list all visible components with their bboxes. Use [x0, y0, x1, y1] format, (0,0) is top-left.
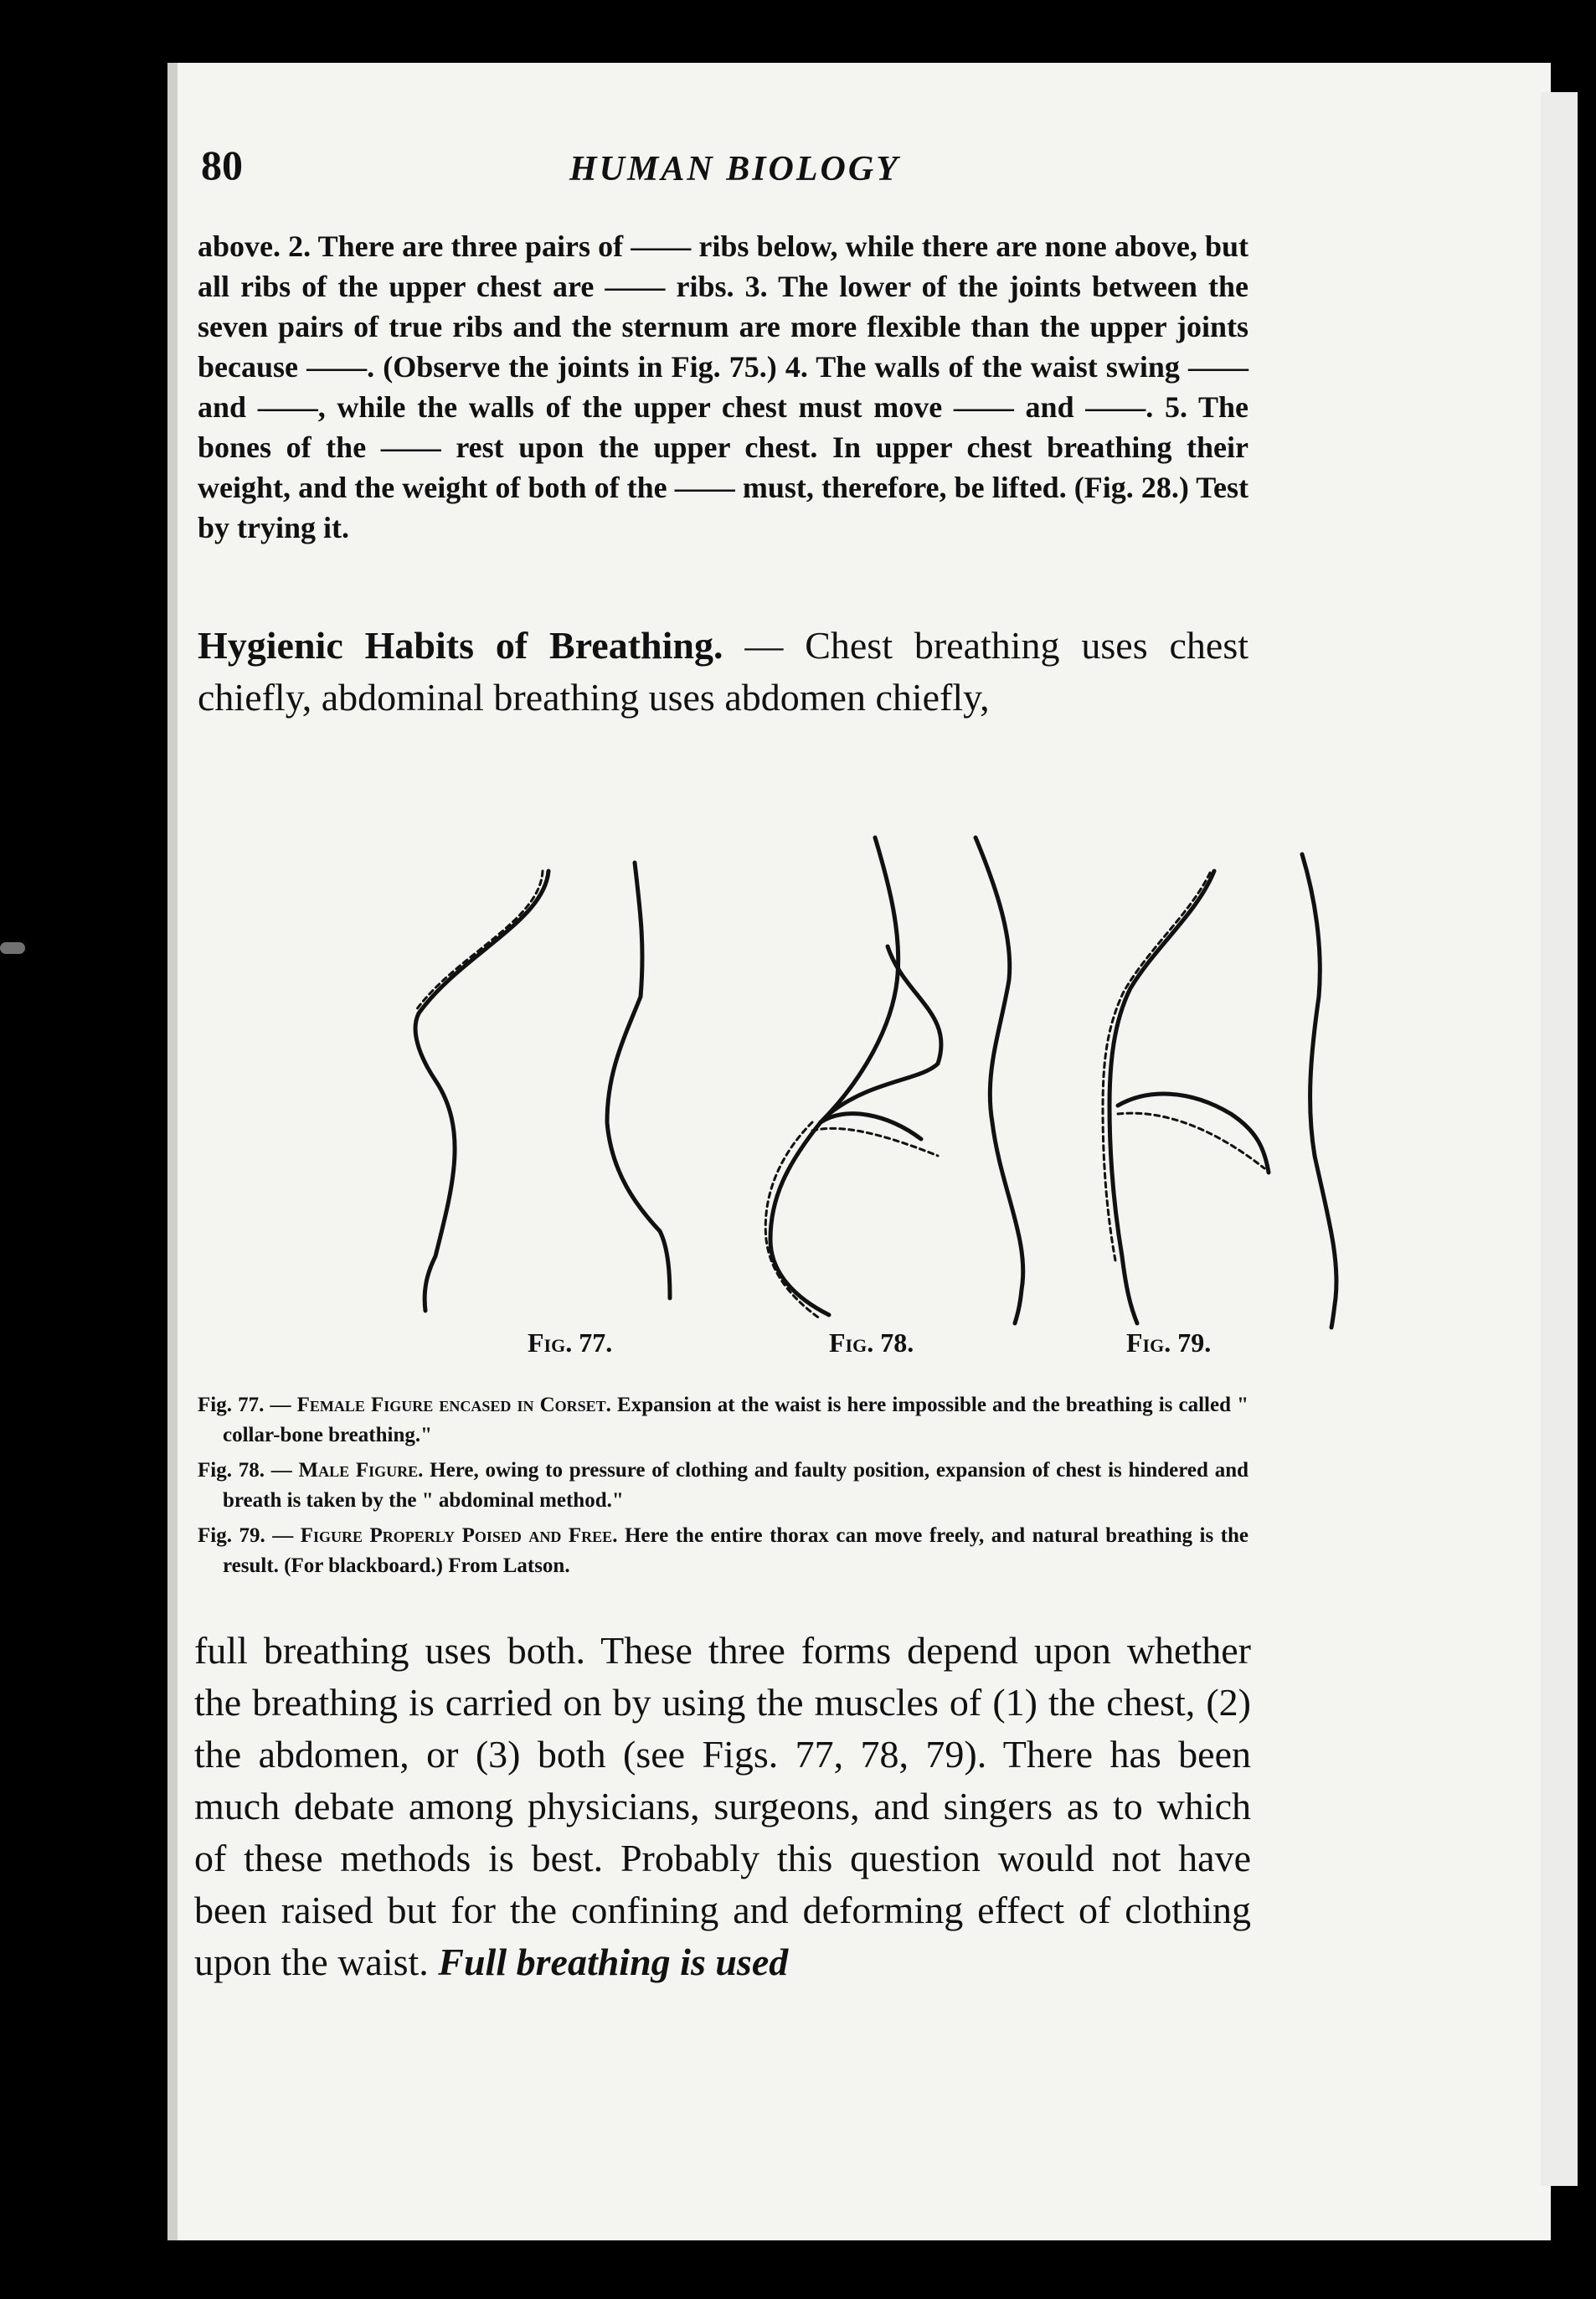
caption-fig-77: Fig. 77. — Female Figure encased in Corset. Expansion at the waist is here impossible and the breathing is called " collar-bone breathing." [198, 1394, 1248, 1446]
fig-78-drawing [765, 838, 1023, 1323]
fig-78-label: Fig. 78. [829, 1327, 914, 1358]
section-paragraph [198, 620, 1248, 724]
exercise-paragraph: above. 2. There are three pairs of —— ribs below, while there are none above, but all ribs of the upper chest are —— ribs. 3. The lower of the joints between the seven pairs of true ribs and the sternum are more flexible than the upper joints because ——. (Observe the joints in Fig. 75.) 4. The walls of the waist swing —— and ——, while the walls of the upper chest must move —— and ——. 5. The bones of the —— rest upon the upper chest. In upper chest breathing their weight, and the weight of both of the —— must, therefore, be lifted. (Fig. 28.) Test by trying it. [198, 229, 1248, 544]
caption-fig-78: Fig. 78. — Male Figure. Here, owing to pressure of clothing and faulty position, expansion of chest is hindered and breath is taken by the " abdominal method." [198, 1459, 1248, 1512]
caption-fig-79: Fig. 79. — Figure Properly Poised and Free. Here the entire thorax can move freely, and natural breathing is the result. (For blackboard.) From Latson. [198, 1524, 1248, 1577]
page-edge [1541, 92, 1578, 2186]
page-number: 80 [201, 142, 243, 188]
binding-mark [0, 942, 25, 954]
figure-captions [198, 1390, 1248, 1586]
section-heading: Hygienic Habits of Breathing. [198, 624, 723, 667]
fig-79-label: Fig. 79. [1126, 1327, 1212, 1358]
italic-tail: Full breathing is used [438, 1941, 789, 1983]
fig-77-label: Fig. 77. [528, 1327, 613, 1358]
breathing-figures-illustration [167, 754, 1340, 1340]
fig-79-drawing [1103, 854, 1336, 1327]
main-paragraph: full breathing uses both. These three forms depend upon whether the breathing is carried on by using the muscles of (1) the chest, (2) the abdomen, or (3) both (see Figs. 77, 78, 79). There has been much debate among physicians, surgeons, and singers as to which of these methods is best. Probably this question would not have been raised but for the confining and deforming effect of clothing upon the waist. Full breathing is used [194, 1629, 1251, 1983]
section-text: — Chest breathing uses chest chiefly, abdominal breathing uses abdomen chiefly, [198, 624, 1248, 719]
fig-77-drawing [415, 863, 670, 1311]
running-title: HUMAN BIOLOGY [569, 150, 900, 188]
